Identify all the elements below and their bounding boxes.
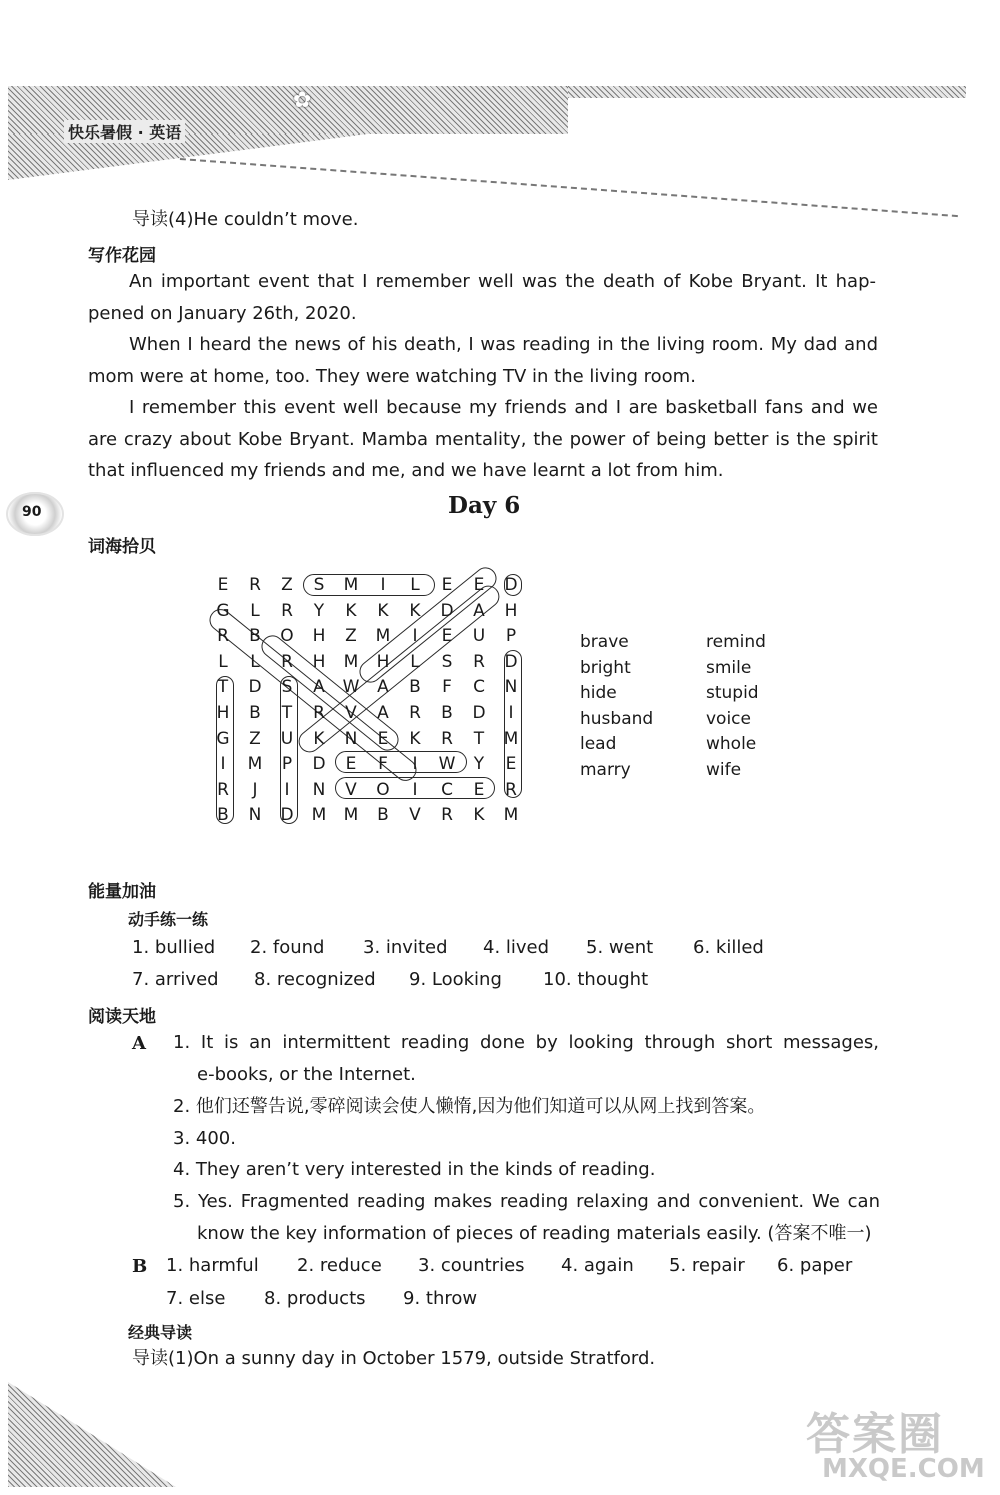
ring-col-stupid (280, 676, 298, 824)
header-flower-icon: ✿ (293, 88, 312, 113)
energy-answer: 3. invited (363, 937, 448, 958)
grid-letter: R (313, 703, 325, 723)
watermark-text: 答案圈 (806, 1409, 944, 1460)
grid-letter: L (250, 600, 260, 621)
grid-letter: O (376, 779, 390, 800)
grid-letter: Z (281, 575, 293, 595)
ring-col-dnimer (504, 650, 522, 798)
grid-letter: O (280, 626, 294, 647)
reading-b-answer: 2. reduce (297, 1255, 382, 1276)
header-title: 快乐暑假 · 英语 (64, 120, 185, 143)
grid-letter: D (248, 677, 262, 698)
grid-letter: S (281, 677, 293, 698)
ring-col-thgirb (216, 676, 234, 824)
grid-letter: B (249, 626, 261, 647)
grid-letter: M (503, 805, 519, 826)
header-band-lower (8, 134, 368, 180)
vocab-word: brave (580, 632, 629, 652)
grid-letter: M (343, 575, 359, 595)
reading-b-answer: 7. else (166, 1288, 226, 1309)
energy-answer: 4. lived (483, 937, 550, 958)
grid-letter: M (343, 651, 359, 672)
writing-line-3: When I heard the news of his death, I was reading in the living room. My dad and (129, 334, 878, 355)
grid-letter: V (345, 779, 357, 800)
grid-letter: H (312, 651, 326, 672)
grid-letter: L (250, 651, 260, 672)
reading-a5-line2: know the key information of pieces of reading materials easily. (答案不唯一) (197, 1223, 872, 1244)
grid-letter: W (342, 677, 360, 698)
energy-answer: 10. thought (543, 969, 649, 990)
reading-b-answer: 9. throw (403, 1288, 478, 1309)
grid-letter: K (313, 728, 325, 749)
grid-letter: B (217, 805, 229, 826)
grid-letter: N (248, 805, 262, 826)
reading-b-answer: 4. again (561, 1255, 634, 1276)
grid-letter: D (504, 575, 518, 595)
grid-letter: L (410, 651, 420, 672)
grid-letter: Y (473, 754, 485, 775)
grid-letter: R (409, 703, 421, 723)
vocab-word: stupid (706, 683, 759, 704)
grid-letter: I (412, 779, 418, 800)
grid-letter: Z (249, 728, 261, 749)
grid-letter: G (216, 600, 230, 621)
grid-letter: A (377, 677, 389, 698)
header-band-right (568, 86, 966, 98)
grid-letter: F (442, 677, 452, 698)
grid-letter: L (410, 575, 420, 595)
vocab-word: smile (706, 657, 752, 678)
grid-letter: I (220, 754, 226, 775)
reading-b-answer: 1. harmful (166, 1255, 259, 1276)
writing-line-4: mom were at home, too. They were watching TV in the living room. (88, 366, 696, 387)
grid-letter: J (252, 779, 258, 800)
grid-letter: E (377, 728, 389, 749)
grid-letter: D (312, 754, 326, 775)
grid-letter: S (441, 651, 453, 672)
grid-letter: R (217, 779, 229, 800)
grid-letter: N (312, 779, 326, 800)
grid-letter: K (345, 600, 357, 621)
classic-line: 导读(1)On a sunny day in October 1579, outside Stratford. (132, 1348, 656, 1369)
grid-letter: L (218, 651, 228, 672)
grid-letter: I (380, 575, 386, 595)
reading-label-b: B (132, 1256, 148, 1277)
grid-letter: Y (313, 600, 325, 621)
word-search-grid (207, 574, 517, 826)
energy-answer: 6. killed (693, 937, 764, 958)
grid-letter: E (217, 575, 229, 595)
grid-letter: M (375, 626, 391, 647)
grid-letter: N (344, 728, 358, 749)
grid-letter: B (377, 805, 389, 826)
grid-letter: B (441, 703, 453, 723)
grid-letter: K (409, 728, 421, 749)
grid-letter: R (281, 651, 293, 672)
grid-letter: R (505, 779, 517, 800)
vocab-word: hide (580, 683, 617, 704)
grid-letter: P (281, 754, 293, 775)
grid-letter: N (504, 677, 518, 698)
grid-letter: G (216, 728, 230, 749)
grid-letter: A (377, 703, 389, 723)
grid-letter: F (378, 754, 388, 775)
grid-letter: M (247, 754, 263, 775)
reading-b-answer: 6. paper (777, 1255, 853, 1276)
grid-letter: H (312, 626, 326, 647)
footer-band (8, 1382, 176, 1487)
grid-letter: D (440, 600, 454, 621)
energy-answer: 9. Looking (409, 969, 502, 990)
grid-letter: E (441, 575, 453, 595)
writing-line-7: that influenced my friends and me, and we have learnt a lot from him. (88, 460, 724, 481)
writing-line-1: An important event that I remember well was the death of Kobe Bryant. It hap- (129, 271, 876, 292)
grid-letter: I (412, 754, 418, 775)
reading-a4: 4. They aren’t very interested in the kinds of reading. (173, 1159, 656, 1180)
vocab-word: marry (580, 760, 631, 780)
vocab-word: lead (580, 734, 617, 755)
energy-heading: 能量加油 (88, 882, 156, 902)
grid-letter: T (281, 703, 293, 723)
vocab-word: remind (706, 632, 766, 652)
grid-letter: E (473, 779, 485, 800)
grid-letter: V (345, 703, 357, 723)
page-number: 90 (22, 504, 42, 520)
vocab-word: husband (580, 708, 654, 729)
writing-line-6: are crazy about Kobe Bryant. Mamba mentality, the power of being better is the spirit (88, 429, 878, 450)
grid-letter: U (280, 728, 294, 749)
day-title: Day 6 (448, 492, 521, 519)
writing-line-5: I remember this event well because my friends and I are basketball fans and we (129, 397, 878, 418)
grid-letter: K (473, 805, 485, 826)
grid-letter: S (313, 575, 325, 595)
grid-letter: M (311, 805, 327, 826)
energy-answer: 1. bullied (132, 937, 216, 958)
energy-answer: 2. found (250, 937, 325, 958)
grid-letter: V (409, 805, 421, 826)
grid-letter: I (412, 626, 418, 647)
grid-letter: C (473, 677, 485, 698)
grid-letter: B (409, 677, 421, 698)
reading-b-answer: 3. countries (418, 1255, 525, 1276)
grid-letter: Z (345, 626, 357, 647)
writing-heading: 写作花园 (88, 246, 156, 266)
grid-letter: D (504, 651, 518, 672)
vocab-word: voice (706, 708, 751, 729)
reading-a2: 2. 他们还警告说,零碎阅读会使人懒惰,因为他们知道可以从网上找到答案。 (173, 1096, 766, 1117)
grid-letter: I (284, 779, 290, 800)
grid-letter: R (217, 626, 229, 647)
prev-guide-line: 导读(4)He couldn’t move. (132, 209, 359, 230)
grid-letter: R (441, 805, 453, 826)
reading-b-answer: 8. products (264, 1288, 366, 1309)
grid-letter: A (473, 600, 485, 621)
grid-letter: C (441, 779, 453, 800)
grid-letter: K (377, 600, 389, 621)
grid-letter: R (249, 575, 261, 595)
grid-letter: E (441, 626, 453, 647)
grid-letter: T (217, 677, 229, 698)
grid-letter: H (504, 600, 518, 621)
grid-letter: B (249, 703, 261, 723)
grid-letter: E (473, 575, 485, 595)
grid-letter: M (343, 805, 359, 826)
reading-a3: 3. 400. (173, 1128, 236, 1149)
energy-answer: 7. arrived (132, 969, 219, 990)
vocab-word: wife (706, 760, 742, 780)
reading-a1-line2: e-books, or the Internet. (197, 1064, 416, 1085)
vocab-heading: 词海拾贝 (88, 537, 156, 557)
grid-letter: U (472, 626, 486, 647)
grid-letter: W (438, 754, 456, 775)
grid-letter: M (503, 728, 519, 749)
grid-letter: D (472, 703, 486, 723)
vocab-word: whole (706, 734, 757, 755)
grid-letter: P (505, 626, 517, 647)
reading-label-a: A (132, 1033, 146, 1054)
grid-letter: E (505, 754, 517, 775)
grid-letter: K (409, 600, 421, 621)
grid-letter: H (216, 703, 230, 723)
reading-a5-line1: 5. Yes. Fragmented reading makes reading relaxing and convenient. We can (173, 1191, 880, 1212)
reading-b-answer: 5. repair (669, 1255, 745, 1276)
watermark-url: MXQE.COM (822, 1454, 985, 1484)
energy-answer: 8. recognized (254, 969, 376, 990)
energy-sub-heading: 动手练一练 (128, 910, 209, 929)
grid-letter: I (508, 703, 514, 723)
energy-answer: 5. went (586, 937, 654, 958)
reading-heading: 阅读天地 (88, 1007, 156, 1027)
writing-line-2: pened on January 26th, 2020. (88, 303, 357, 324)
grid-letter: R (441, 728, 453, 749)
grid-letter: E (345, 754, 357, 775)
grid-letter: H (376, 651, 390, 672)
reading-a1-line1: 1. It is an intermittent reading done by looking through short messages, (173, 1032, 879, 1053)
grid-letter: R (281, 600, 293, 621)
vocab-word: bright (580, 657, 631, 678)
grid-letter: T (473, 728, 485, 749)
grid-letter: D (280, 805, 294, 826)
grid-letter: A (313, 677, 325, 698)
classic-heading: 经典导读 (128, 1323, 193, 1342)
grid-letter: R (473, 651, 485, 672)
